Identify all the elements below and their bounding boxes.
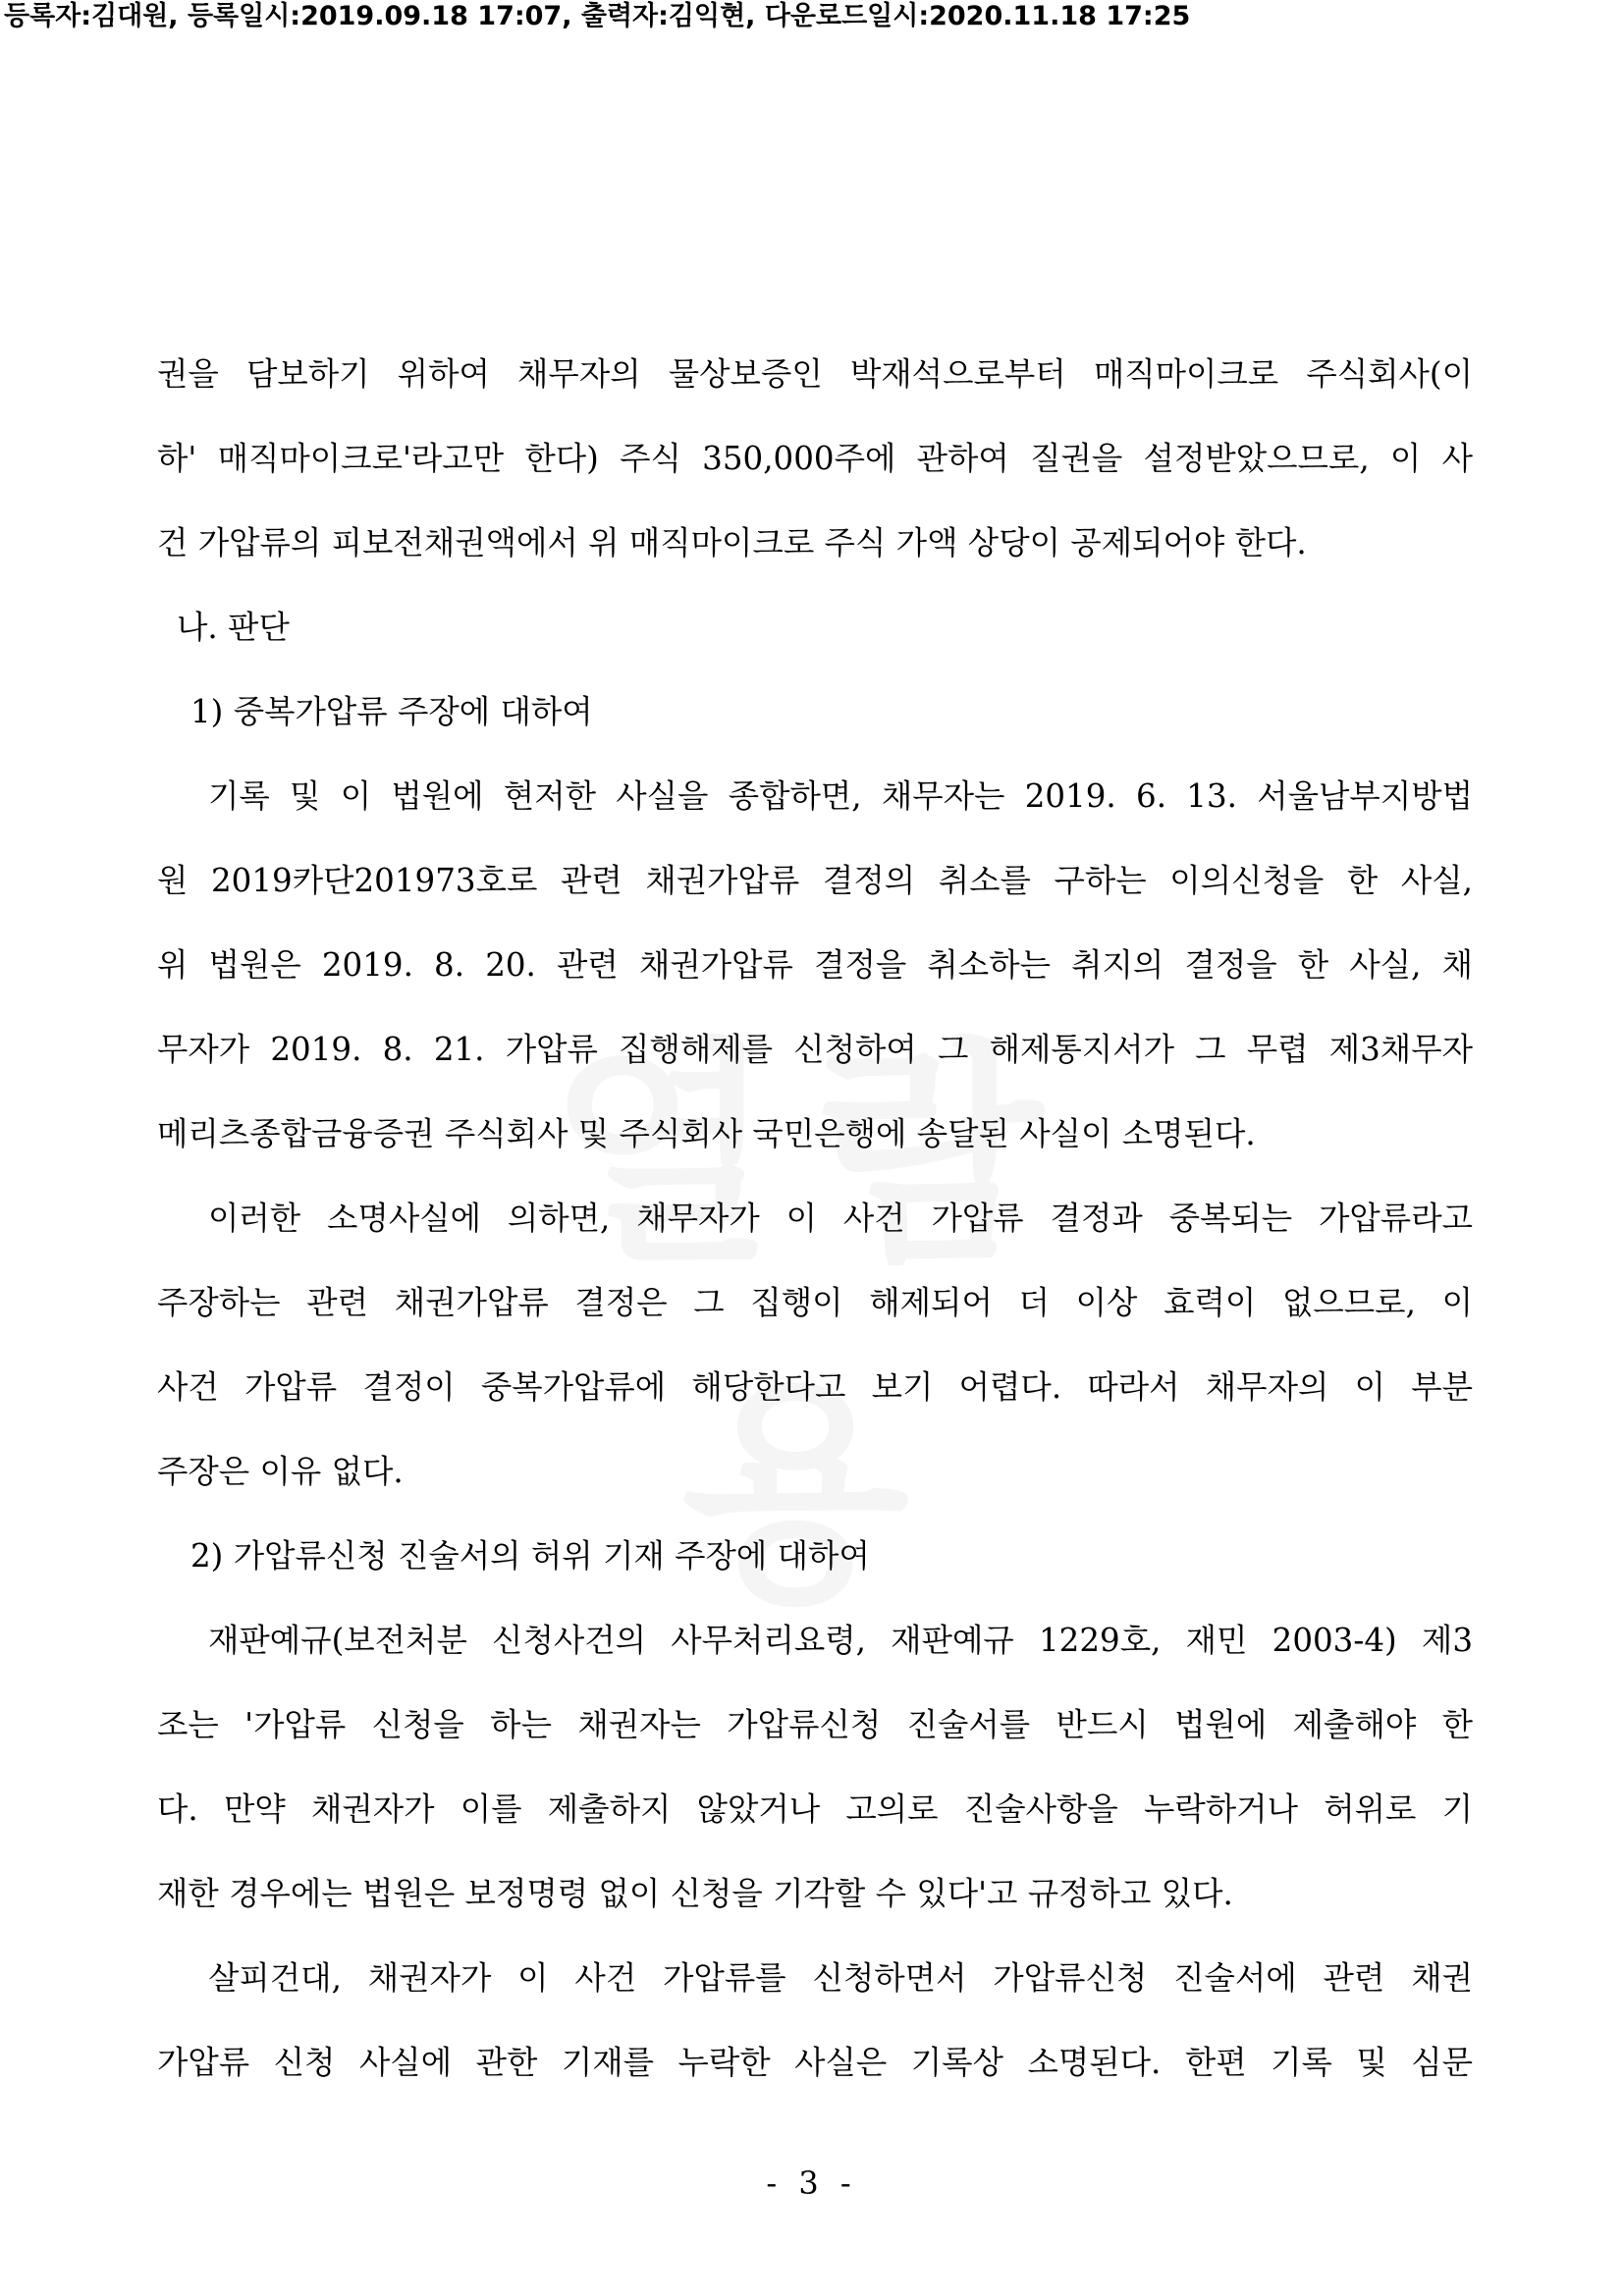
section-heading: 나. 판단 — [177, 609, 290, 646]
body-line: 메리츠종합금융증권 주식회사 및 주식회사 국민은행에 송달된 사실이 소명된다. — [157, 1115, 1256, 1152]
body-line: 주장하는 관련 채권가압류 결정은 그 집행이 해제되어 더 이상 효력이 없으므로, 이 — [157, 1284, 1473, 1321]
body-line: 조는 '가압류 신청을 하는 채권자는 가압류신청 진술서를 반드시 법원에 제출해야 한 — [157, 1706, 1473, 1743]
body-line: 재한 경우에는 법원은 보정명령 없이 신청을 기각할 수 있다'고 규정하고 있다. — [157, 1875, 1233, 1912]
body-line: 주장은 이유 없다. — [157, 1453, 404, 1490]
subsection-heading: 1) 중복가압류 주장에 대하여 — [190, 693, 593, 730]
document-meta-header: 등록자:김대원, 등록일시:2019.09.18 17:07, 출력자:김익현, 다운로드일시:2020.11.18 17:25 — [4, 1, 1191, 31]
body-line: 이러한 소명사실에 의하면, 채무자가 이 사건 가압류 결정과 중복되는 가압류라고 — [208, 1200, 1473, 1237]
body-line: 살피건대, 채권자가 이 사건 가압류를 신청하면서 가압류신청 진술서에 관련 채권 — [208, 1959, 1473, 1997]
body-line: 원 2019카단201973호로 관련 채권가압류 결정의 취소를 구하는 이의신청을 한 사실, — [157, 862, 1473, 899]
body-line: 권을 담보하기 위하여 채무자의 물상보증인 박재석으로부터 매직마이크로 주식회사(이 — [157, 355, 1473, 393]
body-line: 무자가 2019. 8. 21. 가압류 집행해제를 신청하여 그 해제통지서가 그 무렵 제3채무자 — [157, 1031, 1473, 1068]
body-line: 위 법원은 2019. 8. 20. 관련 채권가압류 결정을 취소하는 취지의 결정을 한 사실, 채 — [157, 946, 1473, 984]
body-line: 기록 및 이 법원에 현저한 사실을 종합하면, 채무자는 2019. 6. 13. 서울남부지방법 — [208, 777, 1473, 815]
document-body — [157, 332, 1473, 2105]
body-line: 재판예규(보전처분 신청사건의 사무처리요령, 재판예규 1229호, 재민 2003-4) 제3 — [208, 1622, 1473, 1659]
body-line: 가압류 신청 사실에 관한 기재를 누락한 사실은 기록상 소명된다. 한편 기록 및 심문 — [157, 2044, 1473, 2081]
body-line: 건 가압류의 피보전채권액에서 위 매직마이크로 주식 가액 상당이 공제되어야 한다. — [157, 524, 1307, 561]
body-line: 사건 가압류 결정이 중복가압류에 해당한다고 보기 어렵다. 따라서 채무자의 이 부분 — [157, 1368, 1473, 1406]
body-line: 하' 매직마이크로'라고만 한다) 주식 350,000주에 관하여 질권을 설정받았으므로, 이 사 — [157, 440, 1473, 477]
body-line: 다. 만약 채권자가 이를 제출하지 않았거나 고의로 진술사항을 누락하거나 허위로 기 — [157, 1790, 1473, 1828]
page-number: - 3 - — [766, 2164, 857, 2202]
subsection-heading: 2) 가압류신청 진술서의 허위 기재 주장에 대하여 — [190, 1537, 870, 1575]
